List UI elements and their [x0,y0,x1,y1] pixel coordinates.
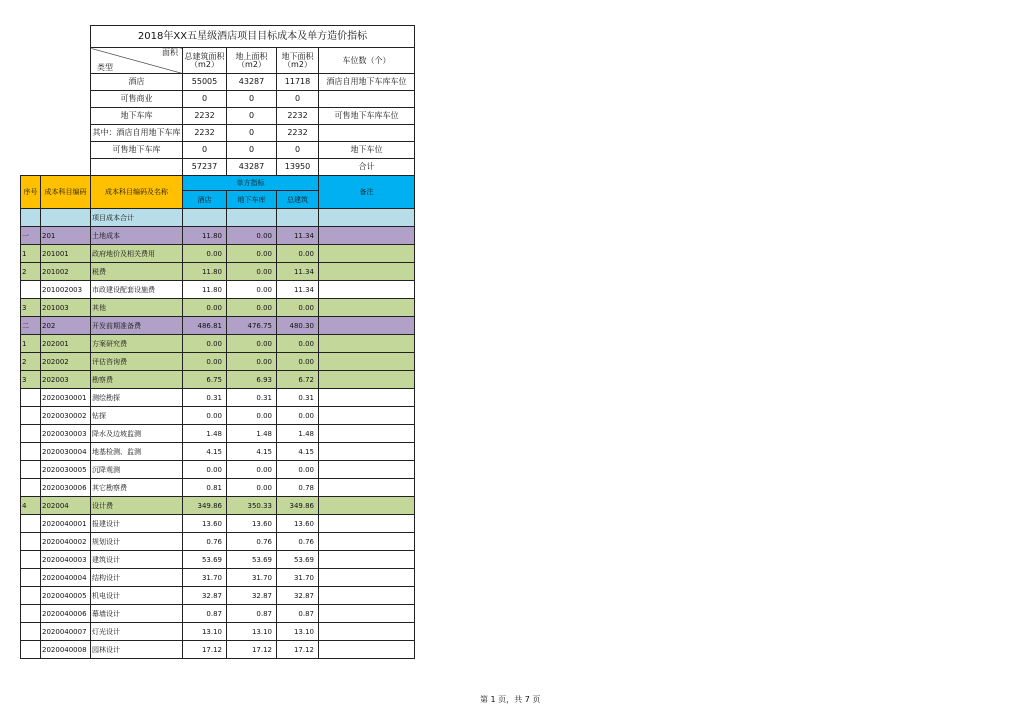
area-under: 11718 [277,74,319,91]
cost-row [21,623,415,641]
cost-total: 13.10 [277,623,319,641]
cost-remark [319,263,415,281]
cost-hotel: 1.48 [183,425,227,443]
cost-name: 沉降观测 [91,461,183,479]
cost-seq [21,407,41,425]
blank-cell [21,74,41,91]
cost-hotel: 6.75 [183,371,227,389]
cost-name: 政府地价及相关费用 [91,245,183,263]
blank-cell [41,74,91,91]
area-note [319,91,415,108]
cost-code: 2020030003 [41,425,91,443]
cost-hotel [183,209,227,227]
cost-seq [21,641,41,659]
diag-bottom-label: 类型 [97,63,113,72]
cost-hotel: 53.69 [183,551,227,569]
cost-seq [21,551,41,569]
cost-garage: 0.00 [227,479,277,497]
cost-seq [21,209,41,227]
area-type [91,159,183,176]
cost-total: 17.12 [277,641,319,659]
cost-row [21,515,415,533]
area-note: 合计 [319,159,415,176]
cost-row [21,605,415,623]
cost-total: 4.15 [277,443,319,461]
cost-remark [319,281,415,299]
cost-code: 201001 [41,245,91,263]
cost-name: 灯光设计 [91,623,183,641]
cost-name: 钻探 [91,407,183,425]
cost-row [21,263,415,281]
cost-garage: 0.31 [227,389,277,407]
area-under: 0 [277,91,319,108]
cost-row [21,533,415,551]
cost-garage: 0.00 [227,245,277,263]
cost-row [21,281,415,299]
cost-row [21,209,415,227]
blank-cell [21,159,41,176]
cost-remark [319,209,415,227]
cost-code: 201002003 [41,281,91,299]
cost-garage: 13.60 [227,515,277,533]
page-footer: 第 1 页，共 7 页 [480,695,541,704]
header-garage: 地下车库 [227,191,277,209]
cost-row [21,587,415,605]
cost-garage: 0.00 [227,335,277,353]
cost-name: 方案研究费 [91,335,183,353]
cost-sheet [20,25,415,659]
cost-total [277,209,319,227]
cost-code: 201003 [41,299,91,317]
cost-seq [21,605,41,623]
area-row [21,142,415,159]
area-note [319,125,415,142]
cost-row [21,299,415,317]
header-code: 成本科目编码 [41,176,91,209]
cost-code: 2020030002 [41,407,91,425]
cost-total: 480.30 [277,317,319,335]
cost-total: 0.00 [277,407,319,425]
cost-code: 202004 [41,497,91,515]
area-above: 0 [227,108,277,125]
area-note: 酒店自用地下车库车位 [319,74,415,91]
cost-row [21,461,415,479]
cost-remark [319,443,415,461]
cost-garage: 4.15 [227,443,277,461]
cost-hotel: 0.00 [183,335,227,353]
cost-total: 11.34 [277,263,319,281]
cost-code [41,209,91,227]
cost-code: 2020040001 [41,515,91,533]
cost-seq: 一 [21,227,41,245]
cost-row [21,245,415,263]
cost-hotel: 0.81 [183,479,227,497]
cost-code: 2020040006 [41,605,91,623]
cost-code: 202003 [41,371,91,389]
area-row [21,108,415,125]
cost-total: 0.87 [277,605,319,623]
area-type: 地下车库 [91,108,183,125]
cost-total: 6.72 [277,371,319,389]
area-under: 2232 [277,108,319,125]
area-total: 2232 [183,108,227,125]
cost-seq [21,623,41,641]
cost-hotel: 486.81 [183,317,227,335]
cost-seq [21,461,41,479]
cost-name: 降水及边坡监测 [91,425,183,443]
area-type: 可售地下车库 [91,142,183,159]
cost-hotel: 11.80 [183,281,227,299]
cost-remark [319,605,415,623]
cost-row [21,407,415,425]
cost-hotel: 13.60 [183,515,227,533]
cost-name: 园林设计 [91,641,183,659]
blank-cell [21,108,41,125]
cost-row [21,551,415,569]
cost-remark [319,479,415,497]
cost-remark [319,533,415,551]
cost-hotel: 17.12 [183,641,227,659]
cost-remark [319,371,415,389]
area-under: 13950 [277,159,319,176]
cost-hotel: 4.15 [183,443,227,461]
area-type: 其中：酒店自用地下车库 [91,125,183,142]
cost-row [21,479,415,497]
blank-cell [21,142,41,159]
cost-total: 0.00 [277,299,319,317]
cost-hotel: 0.31 [183,389,227,407]
header-remark: 备注 [319,176,415,209]
area-header-diagonal [91,48,183,74]
cost-table [20,25,415,659]
header-above-area: 地上面积（m2） [227,48,277,74]
cost-remark [319,335,415,353]
blank-cell [21,125,41,142]
cost-seq [21,587,41,605]
cost-name: 地基检测、监测 [91,443,183,461]
area-type: 酒店 [91,74,183,91]
cost-seq: 1 [21,245,41,263]
cost-row [21,443,415,461]
cost-name: 土地成本 [91,227,183,245]
cost-seq: 4 [21,497,41,515]
cost-remark [319,227,415,245]
cost-code: 201 [41,227,91,245]
cost-remark [319,407,415,425]
cost-seq [21,533,41,551]
cost-name: 市政建设配套设施费 [91,281,183,299]
cost-total: 0.00 [277,335,319,353]
cost-seq [21,389,41,407]
cost-code: 2020040002 [41,533,91,551]
cost-code: 2020040005 [41,587,91,605]
cost-name: 其他 [91,299,183,317]
cost-hotel: 0.76 [183,533,227,551]
cost-garage: 13.10 [227,623,277,641]
area-total: 0 [183,142,227,159]
cost-garage: 53.69 [227,551,277,569]
cost-code: 202 [41,317,91,335]
cost-code: 202001 [41,335,91,353]
cost-garage: 350.33 [227,497,277,515]
cost-total: 11.34 [277,227,319,245]
cost-garage: 17.12 [227,641,277,659]
cost-total: 0.31 [277,389,319,407]
area-type: 可售商业 [91,91,183,108]
area-total: 57237 [183,159,227,176]
cost-row [21,335,415,353]
cost-name: 建筑设计 [91,551,183,569]
cost-garage: 0.00 [227,407,277,425]
header-under-area: 地下面积（m2） [277,48,319,74]
cost-total: 0.00 [277,461,319,479]
cost-garage: 0.00 [227,281,277,299]
header-hotel: 酒店 [183,191,227,209]
cost-code: 201002 [41,263,91,281]
cost-hotel: 0.00 [183,299,227,317]
area-note: 地下车位 [319,142,415,159]
cost-name: 项目成本合计 [91,209,183,227]
cost-seq: 二 [21,317,41,335]
cost-code: 2020040007 [41,623,91,641]
blank-cell [21,91,41,108]
cost-name: 测绘勘探 [91,389,183,407]
cost-seq: 2 [21,353,41,371]
cost-garage: 6.93 [227,371,277,389]
cost-total: 0.00 [277,353,319,371]
cost-remark [319,641,415,659]
area-above: 43287 [227,74,277,91]
area-under: 0 [277,142,319,159]
cost-garage [227,209,277,227]
cost-row [21,317,415,335]
cost-hotel: 13.10 [183,623,227,641]
cost-seq [21,281,41,299]
cost-hotel: 0.00 [183,461,227,479]
cost-code: 202002 [41,353,91,371]
cost-hotel: 11.80 [183,227,227,245]
cost-name: 勘察费 [91,371,183,389]
cost-row [21,641,415,659]
cost-garage: 0.76 [227,533,277,551]
cost-total: 11.34 [277,281,319,299]
header-total-area: 总建筑面积（m2） [183,48,227,74]
cost-garage: 32.87 [227,587,277,605]
cost-remark [319,461,415,479]
cost-hotel: 349.86 [183,497,227,515]
area-row [21,125,415,142]
cost-remark [319,569,415,587]
cost-code: 2020030006 [41,479,91,497]
cost-row [21,353,415,371]
cost-total: 0.76 [277,533,319,551]
cost-row [21,569,415,587]
cost-name: 幕墙设计 [91,605,183,623]
area-total: 2232 [183,125,227,142]
cost-name: 设计费 [91,497,183,515]
cost-code: 2020040008 [41,641,91,659]
cost-remark [319,245,415,263]
cost-row [21,227,415,245]
cost-garage: 0.00 [227,353,277,371]
area-total: 55005 [183,74,227,91]
cost-seq [21,479,41,497]
cost-total: 0.78 [277,479,319,497]
header-name: 成本科目编码及名称 [91,176,183,209]
area-note: 可售地下车库车位 [319,108,415,125]
cost-row [21,371,415,389]
cost-hotel: 0.87 [183,605,227,623]
cost-hotel: 32.87 [183,587,227,605]
cost-seq [21,569,41,587]
cost-garage: 1.48 [227,425,277,443]
cost-remark [319,623,415,641]
cost-remark [319,353,415,371]
header-parking: 车位数（个） [319,48,415,74]
area-above: 0 [227,91,277,108]
cost-garage: 0.87 [227,605,277,623]
cost-name: 税费 [91,263,183,281]
header-unit-group: 单方指标 [183,176,319,191]
blank-cell [41,142,91,159]
header-seq: 序号 [21,176,41,209]
cost-name: 报建设计 [91,515,183,533]
cost-hotel: 0.00 [183,245,227,263]
cost-seq [21,515,41,533]
cost-code: 2020030005 [41,461,91,479]
cost-garage: 476.75 [227,317,277,335]
cost-remark [319,389,415,407]
blank-cell [41,125,91,142]
area-above: 43287 [227,159,277,176]
area-above: 0 [227,125,277,142]
cost-seq [21,425,41,443]
cost-name: 评估咨询费 [91,353,183,371]
cost-row [21,425,415,443]
cost-total: 1.48 [277,425,319,443]
cost-seq: 3 [21,371,41,389]
cost-header-row [21,176,415,191]
cost-remark [319,299,415,317]
cost-name: 规划设计 [91,533,183,551]
cost-name: 开发前期准备费 [91,317,183,335]
sheet-title: 2018年XX五星级酒店项目目标成本及单方造价指标 [91,26,415,48]
cost-remark [319,515,415,533]
cost-hotel: 11.80 [183,263,227,281]
cost-name: 结构设计 [91,569,183,587]
cost-total: 53.69 [277,551,319,569]
area-row [21,159,415,176]
cost-seq [21,443,41,461]
cost-total: 13.60 [277,515,319,533]
cost-row [21,497,415,515]
cost-hotel: 0.00 [183,407,227,425]
cost-code: 2020040003 [41,551,91,569]
cost-remark [319,317,415,335]
cost-remark [319,497,415,515]
area-total: 0 [183,91,227,108]
cost-garage: 31.70 [227,569,277,587]
cost-code: 2020030001 [41,389,91,407]
cost-seq: 3 [21,299,41,317]
diag-top-label: 面积 [162,48,178,57]
cost-remark [319,587,415,605]
blank-cell [41,91,91,108]
cost-total: 31.70 [277,569,319,587]
cost-remark [319,551,415,569]
cost-seq: 1 [21,335,41,353]
cost-total: 349.86 [277,497,319,515]
cost-total: 32.87 [277,587,319,605]
cost-name: 机电设计 [91,587,183,605]
cost-code: 2020040004 [41,569,91,587]
cost-garage: 0.00 [227,227,277,245]
area-above: 0 [227,142,277,159]
cost-total: 0.00 [277,245,319,263]
cost-garage: 0.00 [227,461,277,479]
cost-code: 2020030004 [41,443,91,461]
cost-name: 其它勘察费 [91,479,183,497]
blank-cell [41,159,91,176]
blank-cell [41,108,91,125]
area-row [21,74,415,91]
cost-remark [319,425,415,443]
area-under: 2232 [277,125,319,142]
header-total: 总建筑 [277,191,319,209]
cost-garage: 0.00 [227,299,277,317]
cost-row [21,389,415,407]
cost-hotel: 31.70 [183,569,227,587]
cost-seq: 2 [21,263,41,281]
cost-garage: 0.00 [227,263,277,281]
cost-hotel: 0.00 [183,353,227,371]
area-row [21,91,415,108]
